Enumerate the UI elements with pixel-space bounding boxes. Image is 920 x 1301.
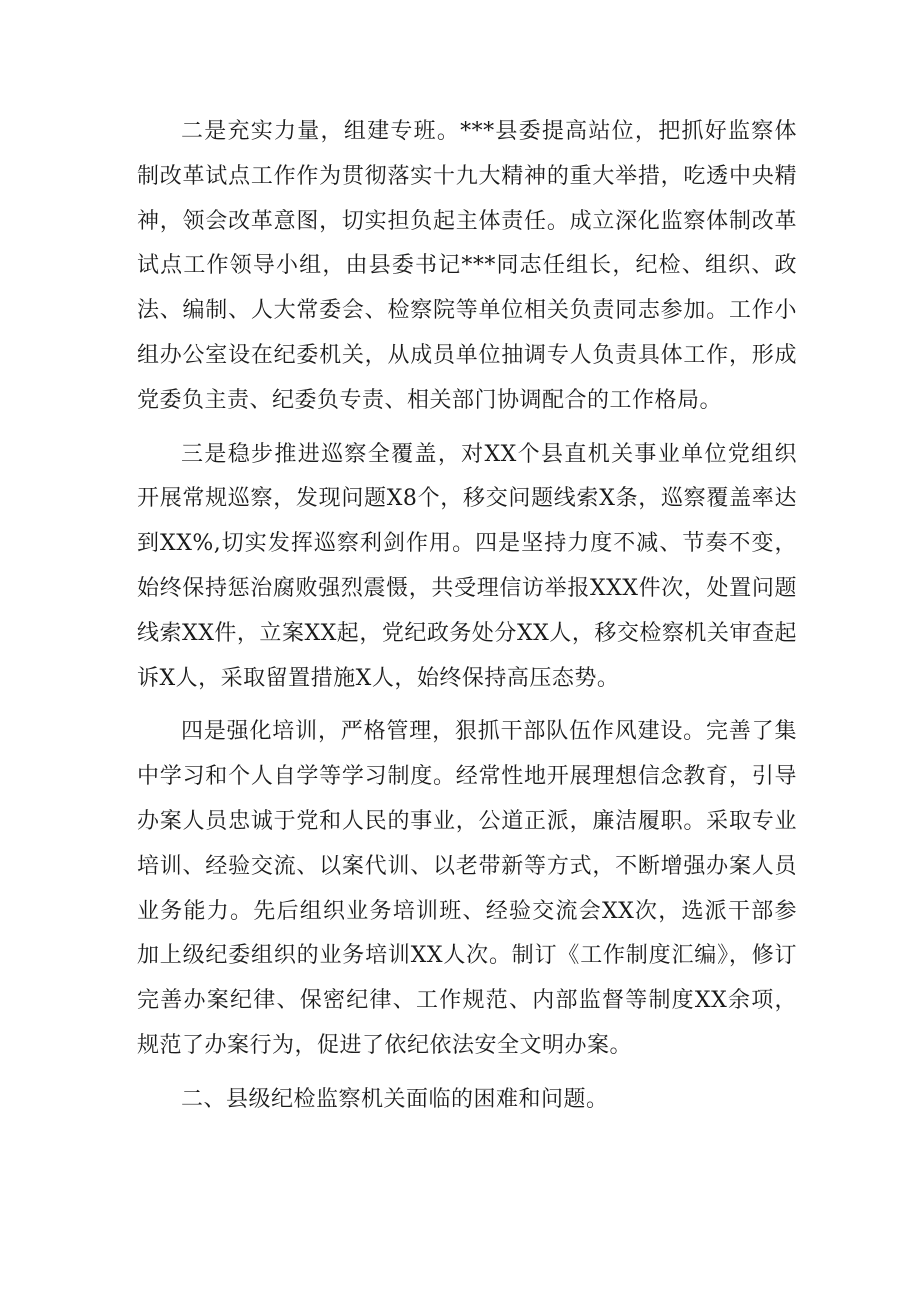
paragraph-inspection: 三是稳步推进巡察全覆盖，对XX个县直机关事业单位党组织开展常规巡察，发现问题X8个，移交问题线索X条，巡察覆盖率达到XX%,切实发挥巡察利剑作用。四是坚持力度不减、节奏不变，始终保持惩治腐败强烈震慑，共受理信访举报XXX件次，处置问题线索XX件，立案XX起，党纪政务处分XX人，移交检察机关审查起诉X人，采取留置措施X人，始终保持高压态势。 xyxy=(137,441,797,691)
paragraph-training: 四是强化培训，严格管理，狠抓干部队伍作风建设。完善了集中学习和个人自学等学习制度。经常性地开展理想信念教育，引导办案人员忠诚于党和人民的事业，公道正派，廉洁履职。采取专业培训、经验交流、以案代训、以老带新等方式，不断增强办案人员业务能力。先后组织业务培训班、经验交流会XX次，选派干部参加上级纪委组织的业务培训XX人次。制订《工作制度汇编》，修订完善办案纪律、保密纪律、工作规范、内部监督等制度XX余项，规范了办案行为，促进了依纪依法安全文明办案。 xyxy=(137,719,797,1058)
section-heading: 二、县级纪检监察机关面临的困难和问题。 xyxy=(181,1086,609,1112)
document-body xyxy=(137,110,797,1123)
paragraph-staffing: 二是充实力量，组建专班。***县委提高站位，把抓好监察体制改革试点工作作为贯彻落实十九大精神的重大举措，吃透中央精神，领会改革意图，切实担负起主体责任。成立深化监察体制改革试点工作领导小组，由县委书记***同志任组长，纪检、组织、政法、编制、人大常委会、检察院等单位相关负责同志参加。工作小组办公室设在纪委机关，从成员单位抽调专人负责具体工作，形成党委负主责、纪委负专责、相关部门协调配合的工作格局。 xyxy=(137,119,797,413)
